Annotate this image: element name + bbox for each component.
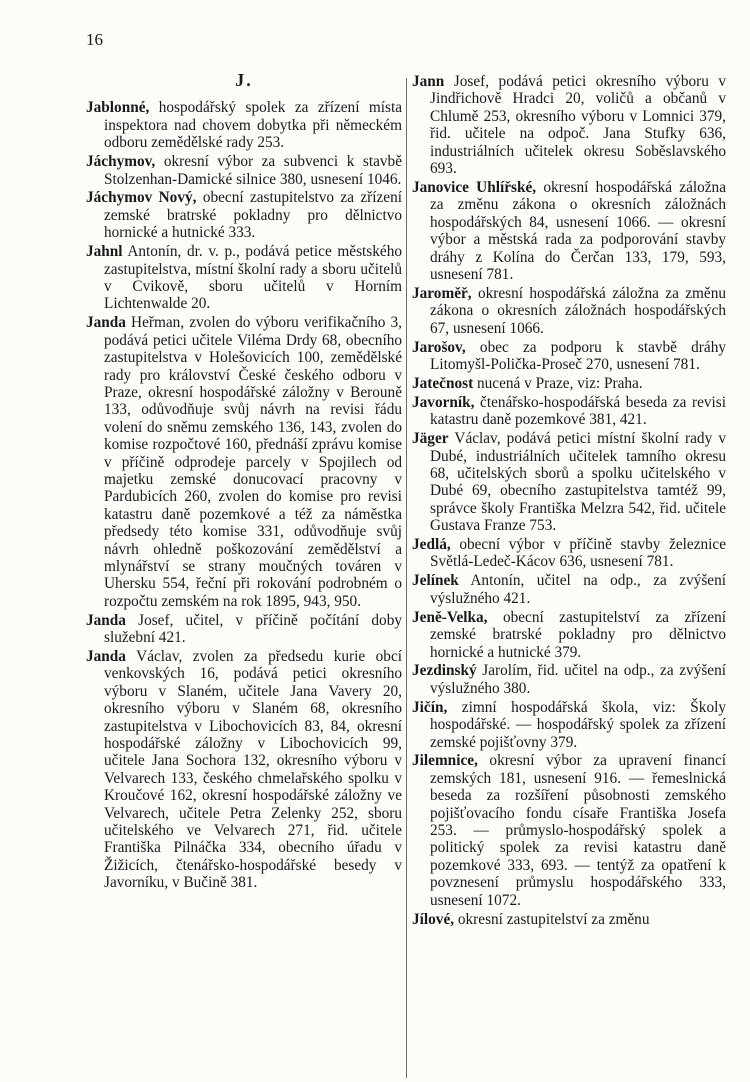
entry-text: obecní zastupitelstvo za zřízení zemské bratrské pokladny pro dělnictvo hornické a hutnické 333. bbox=[104, 189, 402, 242]
index-entry bbox=[86, 153, 402, 188]
entry-text: Josef, podává petici okresního výboru v Jindřichově Hradci 20, voličů a občanů v Chlumě 253, okresního výboru v Lomnici 379, řid. učitele na odpoč. Jana Stufky 636, industriálních učitelek okresu Soběslavského 693. bbox=[430, 73, 726, 178]
index-entry bbox=[86, 648, 402, 892]
entry-heading: Jezdinský bbox=[412, 662, 477, 680]
index-entry bbox=[412, 430, 726, 534]
entry-heading: Javorník, bbox=[412, 393, 475, 411]
entry-heading: Janda bbox=[86, 648, 126, 665]
right-entry-list bbox=[412, 73, 726, 928]
index-entry bbox=[412, 911, 726, 928]
entry-text: obec za podporu k stavbě dráhy Litomyšl-Polička-Proseč 270, usnesení 781. bbox=[430, 338, 726, 373]
entry-heading: Janda bbox=[86, 611, 126, 629]
entry-heading: Jahnl bbox=[86, 243, 123, 261]
entry-text: okresní hospodářská záložna za změnu zákona o okresních záložnách hospodářských 67, usnesení 1066. bbox=[430, 284, 726, 337]
entry-text: Jarolím, řid. učitel na odp., za zvýšení výslužného 380. bbox=[430, 662, 726, 697]
entry-heading: Jelínek bbox=[412, 572, 459, 590]
index-entry bbox=[412, 179, 726, 283]
right-column bbox=[412, 73, 726, 930]
entry-heading: Janda bbox=[86, 314, 126, 332]
index-entry bbox=[86, 99, 402, 151]
entry-text: okresní výbor za upravení financí zemských 181, usnesení 916. — řemeslnická beseda za rozšíření působnosti zemského pojišťovacího fondu císaře Františka Josefa 253. — průmyslo-hospodářský spolek a politický spolek za revisi katastru daně pozemkové 333, 693. — tentýž za opatření k povznesení průmyslu hospodářského 333, usnesení 1072. bbox=[430, 752, 726, 909]
index-entry bbox=[412, 662, 726, 697]
index-entry bbox=[412, 375, 726, 392]
index-entry bbox=[86, 314, 402, 610]
page-number: 16 bbox=[86, 30, 103, 49]
entry-heading: Jičín, bbox=[412, 698, 448, 716]
index-entry bbox=[86, 612, 402, 647]
entry-text: Antonín, dr. v. p., podává petice městského zastupitelstva, místní školní rady a sboru učitelů v Cvikově, sboru učitelů v Horním Lichtenwalde 20. bbox=[104, 243, 402, 313]
entry-heading: Jablonné, bbox=[86, 99, 150, 117]
entry-heading: Jarošov, bbox=[412, 338, 466, 356]
index-entry bbox=[412, 536, 726, 571]
entry-text: okresní hospodářská záložna za změnu zákona o okresních záložnách hospodářských 84, usnesení 1066. — okresní výbor a městská rada za podporování stavby dráhy z Kolína do Čerčan 133, 179, 593, usnesení 781. bbox=[430, 178, 726, 283]
entry-text: čtenářsko-hospodářská beseda za revisi katastru daně pozemkové 381, 421. bbox=[430, 393, 726, 429]
entry-text: zimní hospodářská škola, viz: Školy hospodářské. — hospodářský spolek za zřízení zemské pojišťovny 379. bbox=[430, 698, 726, 751]
column-divider bbox=[406, 78, 407, 1078]
entry-text: obecní výbor v příčině stavby železnice Světlá-Ledeč-Kácov 636, usnesení 781. bbox=[430, 536, 726, 571]
index-entry bbox=[412, 752, 726, 909]
entry-text: Josef, učitel, v příčině počítání doby služební 421. bbox=[104, 611, 402, 647]
entry-text: Heřman, zvolen do výboru verifikačního 3, podává petici učitele Viléma Drdy 68, obecního zastupitelstva v Holešovicích 100, zemědělské rady pro království České českého odboru v Praze, okresní hospodářské záložny v Berouně 133, odůvodňuje svůj návrh na revisi řádu volení do sněmu zemského 136, 143, zvolen do komise rozpočtové 160, přednáší zprávu komise v příčině odprodeje parcely v Spojilech od majetku zemské donucovací pracovny v Pardubicích 260, zvolen do komise pro revisi katastru daně pozemkové a též za náměstka předsedy této komise 331, odůvodňuje svůj návrh ohledně poškozování zemědělství a mlynářství se strany moučných továren v Uhersku 554, řeční při rokování podrobném o rozpočtu zemském na rok 1895, 943, 950. bbox=[104, 314, 402, 610]
index-entry bbox=[412, 285, 726, 337]
entry-heading: Jatečnost bbox=[412, 374, 474, 392]
index-entry bbox=[412, 572, 726, 607]
entry-text: hospodářský spolek za zřízení místa inspektora nad chovem dobytka při německém odboru zemědělské rady 253. bbox=[104, 99, 402, 152]
entry-text: Václav, podává petici místní školní rady v Dubé, industriálních učitelek tamního okresu 68, učitelských sborů a spolku učitelského v Dubé 69, obecního zastupitelstva tamtéž 99, správce školy Františka Melzra 542, řid. učitele Gustava Franze 753. bbox=[430, 430, 726, 535]
entry-heading: Jäger bbox=[412, 430, 449, 448]
entry-text: okresní výbor za subvenci k stavbě Stolzenhan-Damické silnice 380, usnesení 1046. bbox=[104, 153, 402, 188]
section-letter: J. bbox=[235, 70, 253, 90]
entry-heading: Jaroměř, bbox=[412, 284, 472, 302]
entry-text: Václav, zvolen za předsedu kurie obcí venkovských 16, podává petici okresního výboru v Slaném, učitele Jana Vavery 20, okresního výboru v Slaném 68, okresního zastupitelstva v Libochovicích 83, 84, okresní hospodářské záložny v Libochovicích 99, učitele Jana Sochora 132, okresního výboru v Velvarech 133, českého chmelařského spolku v Kroučové 162, okresní hospodářské záložny ve Velvarech, učitele Petra Zelenky 252, sboru učitelského ve Velvarech 271, řid. učitele Františka Pilnáčka 334, obecního úřadu v Žižicích, čtenářsko-hospodářské besedy v Javorníku, v Bučině 381. bbox=[104, 648, 402, 892]
entry-heading: Jáchymov, bbox=[86, 153, 156, 171]
index-entry bbox=[412, 394, 726, 429]
entry-heading: Jáchymov Nový, bbox=[86, 189, 197, 207]
index-entry bbox=[412, 73, 726, 177]
entry-text: Antonín, učitel na odp., za zvýšení výslužného 421. bbox=[430, 572, 726, 607]
entry-heading: Jilemnice, bbox=[412, 752, 478, 770]
left-entry-list bbox=[86, 99, 402, 891]
index-entry bbox=[412, 699, 726, 751]
entry-heading: Jann bbox=[412, 73, 445, 90]
entry-heading: Janovice Uhlířské, bbox=[412, 178, 537, 196]
entry-heading: Jeně-Velka, bbox=[412, 608, 488, 626]
index-entry bbox=[86, 243, 402, 313]
entry-text: okresní zastupitelství za změnu bbox=[454, 910, 650, 928]
entry-text: nucená v Praze, viz: Praha. bbox=[473, 374, 643, 392]
index-entry bbox=[86, 189, 402, 241]
left-column bbox=[86, 72, 402, 893]
index-entry bbox=[412, 609, 726, 661]
entry-heading: Jílové, bbox=[412, 910, 455, 928]
entry-heading: Jedlá, bbox=[412, 536, 451, 554]
index-entry bbox=[412, 339, 726, 374]
entry-text: obecní zastupitelství za zřízení zemské bratrské pokladny pro dělnictvo hornické a hutnické 379. bbox=[430, 608, 726, 661]
